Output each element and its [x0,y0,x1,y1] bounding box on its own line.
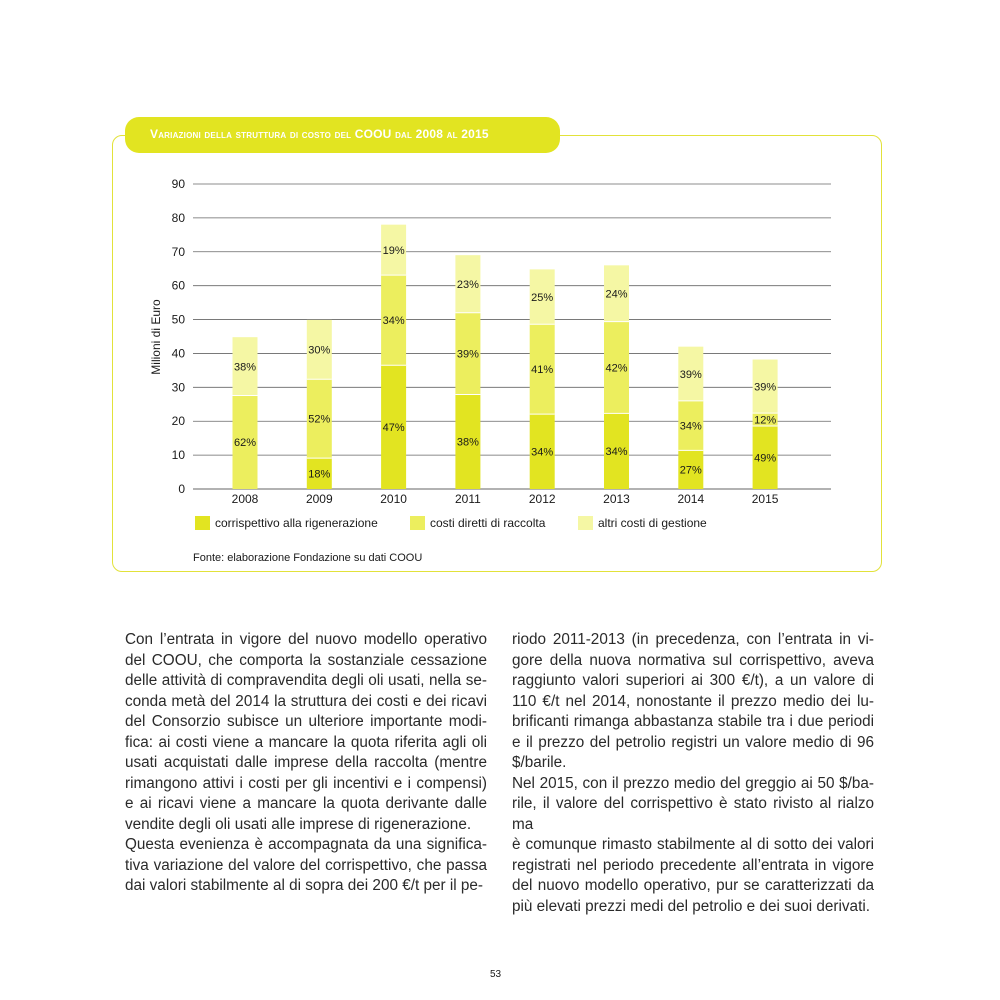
legend-label-2: altri costi di gestione [598,516,707,530]
y-axis-label: Milioni di Euro [149,299,163,375]
right-column-paragraph-0 [512,630,874,774]
bar-label-2015-series-2: 39% [754,381,777,394]
legend-label-0: corrispettivo alla rigenerazione [215,516,378,530]
text-line: e ai ricavi viene a mancare la quota derivante dalle [125,795,487,812]
text-line-row [125,733,487,754]
y-tick-label-30: 30 [171,380,185,395]
bar-label-2015-series-1: 12% [754,414,777,427]
bar-label-2015-series-0: 49% [754,452,777,465]
text-line: registrati nel periodo precedente all’entrata in vigore [512,856,874,874]
bar-label-2014-series-2: 39% [679,368,702,381]
text-line: del Consorzio subisce un ulteriore importante modi- [125,713,487,730]
y-tick-label-90: 90 [171,177,185,191]
y-tick-label-70: 70 [171,244,185,259]
text-line-row [125,671,487,692]
y-tick-label-20: 20 [171,414,185,429]
text-line: del nuovo modello operativo, pur se caratterizzati da [512,877,874,894]
bar-label-2009-series-2: 30% [308,344,331,357]
text-line: e il prezzo del petrolio registri un valore medio di 96 [512,733,874,751]
legend-swatch-2 [578,516,593,530]
text-line-row [512,630,874,651]
text-line: rile, il valore del corrispettivo è stato rivisto al rialzo ma [512,795,874,833]
x-tick-label-2010: 2010 [380,492,407,506]
text-line-row [125,794,487,815]
bar-label-2010-series-2: 19% [382,244,405,257]
text-line-row [512,651,874,672]
x-tick-label-2014: 2014 [677,492,705,506]
bar-label-2014-series-1: 34% [679,420,702,433]
bar-label-2011-series-0: 38% [456,436,479,449]
y-tick-label-60: 60 [171,278,185,293]
bar-label-2008-series-1: 62% [233,437,257,450]
left-column-paragraph-1 [125,835,487,897]
text-line: più elevati prezzi medi del petrolio e dei suoi derivati. [512,897,870,915]
y-tick-label-50: 50 [171,312,185,327]
bar-label-2010-series-1: 34% [382,315,405,328]
page-number: 53 [490,969,502,980]
bar-label-2008-series-2: 38% [233,361,257,374]
y-tick-label-40: 40 [171,346,185,361]
x-tick-label-2015: 2015 [751,492,779,506]
bar-label-2013-series-1: 42% [605,362,628,375]
legend-swatch-1 [410,516,425,530]
text-line-row [512,897,874,918]
text-line: Questa evenienza è accompagnata da una significa- [125,836,487,853]
text-line-row [512,876,874,897]
text-line: del COOU, che comporta la sostanziale cessazione [125,651,487,669]
text-line: brificanti rimanga abbastanza stabile tra i due periodi [512,713,874,730]
text-line-row [125,835,487,856]
text-line: tiva variazione del valore del corrispettivo, che passa [125,856,487,874]
bar-label-2009-series-1: 52% [308,413,331,426]
text-line: conda metà del 2014 la struttura dei costi e dei ricavi [125,692,487,710]
text-line-row [125,692,487,713]
x-tick-label-2009: 2009 [305,492,333,506]
text-line-row [512,712,874,733]
right-column-paragraph-1 [512,774,874,918]
text-line: $/barile. [512,754,567,771]
bar-label-2014-series-0: 27% [679,464,702,477]
text-line: Con l’entrata in vigore del nuovo modello operativo [125,631,487,648]
x-tick-label-2012: 2012 [528,492,556,506]
bar-label-2013-series-0: 34% [605,446,628,459]
text-line-row [512,692,874,713]
text-line-row [512,733,874,754]
legend-label-1: costi diretti di raccolta [430,516,546,530]
text-line-row [125,712,487,733]
text-line: riodo 2011-2013 (in precedenza, con l’entrata in vi- [512,631,874,648]
y-tick-label-80: 80 [171,210,185,225]
text-line-row [125,774,487,795]
x-tick-label-2013: 2013 [603,492,630,506]
text-line: raggiunto valori superiori ai 300 €/t), a un valore di [512,672,874,689]
bar-label-2011-series-1: 39% [456,348,479,361]
text-line: Nel 2015, con il prezzo medio del greggio ai 50 $/ba- [512,774,874,792]
text-line: è comunque rimasto stabilmente al di sotto dei valori [512,836,874,853]
text-line: dai valori stabilmente al di sopra dei 200 €/t per il pe- [125,877,483,894]
text-line-row [512,794,874,835]
bar-label-2013-series-2: 24% [605,288,628,301]
y-tick-label-10: 10 [171,448,185,463]
bar-label-2010-series-0: 47% [382,422,405,435]
text-line-row [125,753,487,774]
text-line-row [125,856,487,877]
text-line-row [512,671,874,692]
text-line: usati acquistati dalle imprese della raccolta (mentre [125,754,487,771]
chart-source-note: Fonte: elaborazione Fondazione su dati COOU [193,552,423,564]
text-line-row [512,835,874,856]
text-line: fica: ai costi viene a mancare la quota riferita agli oli [125,733,487,751]
bar-label-2009-series-0: 18% [308,468,331,481]
bar-label-2011-series-2: 23% [456,278,479,291]
text-line-row [512,856,874,877]
text-line-row [125,876,487,897]
bar-label-2012-series-2: 25% [531,291,554,304]
text-line-row [512,753,874,774]
text-line: gore della nuova normativa sul corrispettivo, aveva [512,651,874,669]
text-line-row [125,651,487,672]
text-line: rimangono attivi i costi per gli incentivi e i compensi) [125,774,487,792]
x-tick-label-2008: 2008 [231,492,259,506]
text-line: delle attività di compravendita degli oli usati, nella se- [125,672,487,689]
text-line-row [125,815,487,836]
legend-swatch-0 [195,516,210,530]
x-tick-label-2011: 2011 [454,492,481,506]
text-line: 110 €/t nel 2014, nonostante il prezzo medio dei lu- [512,692,874,710]
bar-label-2012-series-0: 34% [531,446,554,459]
bar-label-2012-series-1: 41% [531,364,554,377]
body-text-left-column [125,630,487,897]
left-column-paragraph-0 [125,630,487,835]
y-tick-label-0: 0 [178,482,185,496]
text-line: vendite degli oli usati alle imprese di rigenerazione. [125,815,472,833]
chart-title: Variazioni della struttura di costo del COOU dal 2008 al 2015 [150,127,489,141]
text-line-row [512,774,874,795]
body-text-right-column [512,630,874,917]
text-line-row [125,630,487,651]
